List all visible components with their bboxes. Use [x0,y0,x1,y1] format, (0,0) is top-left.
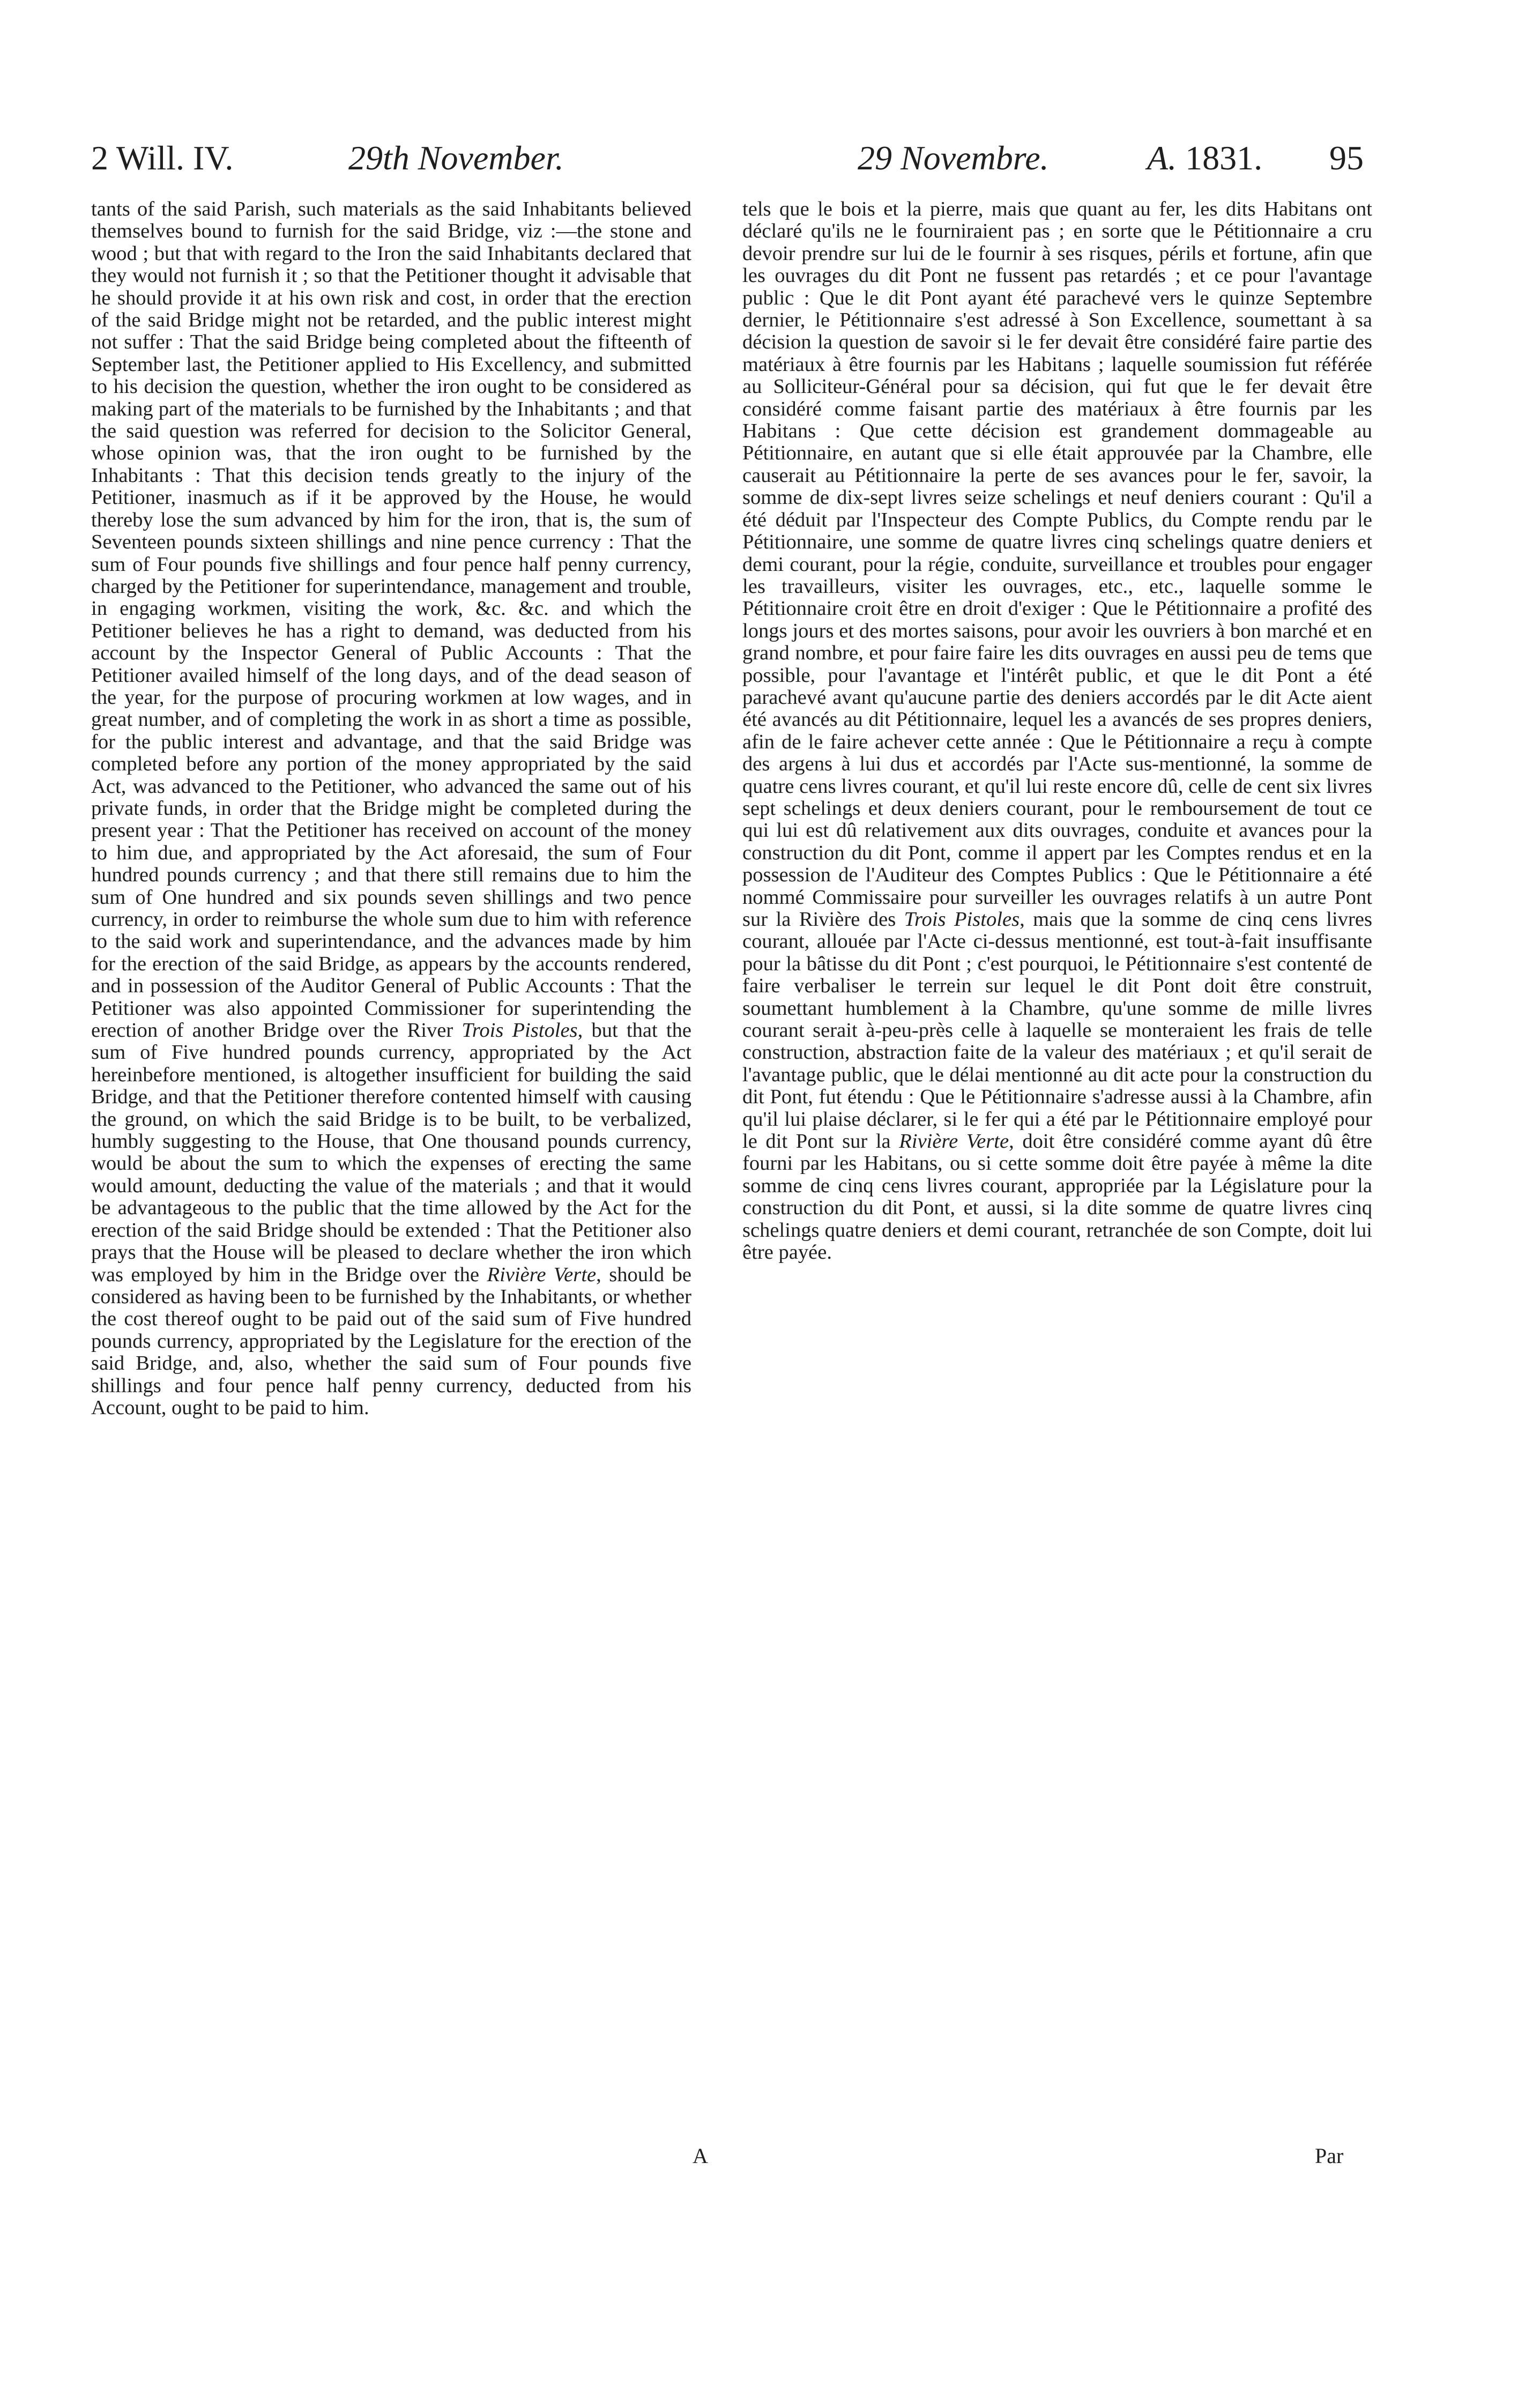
english-paragraph: tants of the said Parish, such materials as the said Inhabitants believed themselves bound to furnish for the said Bridge, viz :—the stone and wood ; but that with regard to the Iron the said Inhabitants declared that they would not furnish it ; so that the Petitioner thought it advisable that he should provide it at his own risk and cost, in order that the erection of the said Bridge might not be retarded, and the public interest might not suffer : That the said Bridge being completed about the fifteenth of September last, the Petitioner applied to His Excellency, and submitted to his decision the question, whether the iron ought to be considered as making part of the materials to be furnished by the Inhabitants ; and that the said question was referred for decision to the Solicitor General, whose opinion was, that the iron ought to be furnished by the Inhabitants : That this decision tends greatly to the injury of the Petitioner, inasmuch as if it be approved by the House, he would thereby lose the sum advanced by him for the iron, that is, the sum of Seventeen pounds sixteen shillings and nine pence currency : That the sum of Four pounds five shillings and four pence half penny currency, charged by the Petitioner for superintendance, management and trouble, in engaging workmen, visiting the work, &c. &c. and which the Petitioner believes he has a right to demand, was deducted from his account by the Inspector General of Public Accounts : That the Petitioner availed himself of the long days, and of the dead season of the year, for the purpose of procuring workmen at low wages, and in great number, and of completing the work in as short a time as possible, for the public interest and advantage, and that the said Bridge was completed before any portion of the money appropriated by the said Act, was advanced to the Petitioner, who advanced the same out of his private funds, in order that the Bridge might be completed during the present year : That the Petitioner has received on account of the money to him due, and appropriated by the Act aforesaid, the sum of Four hundred pounds currency ; and that there still remains due to him the sum of One hundred and six pounds seven shillings and two pence currency, in order to reimburse the whole sum due to him with reference to the said work and superintendance, and the advances made by him for the erection of the said Bridge, as appears by the accounts rendered, and in possession of the Auditor General of Public Accounts : That the Petitioner was also appointed Commissioner for superintending the erection of another Bridge over the River Trois Pistoles, but that the sum of Five hundred pounds currency, appropriated by the Act hereinbefore mentioned, is altogether insufficient for building the said Bridge, and that the Petitioner therefore contented himself with causing the ground, on which the said Bridge is to be built, to be verbalized, humbly suggesting to the House, that One thousand pounds currency, would be about the sum to which the expenses of erecting the same would amount, deducting the value of the materials ; and that it would be advantageous to the public that the time allowed by the Act for the erection of the said Bridge should be extended : That the Petitioner also prays that the House will be pleased to declare whether the iron which was employed by him in the Bridge over the Rivière Verte, should be considered as having been to be furnished by the Inhabitants, or whether the cost thereof ought to be paid out of the said sum of Five hundred pounds currency, appropriated by the Legislature for the erection of the said Bridge, and, also, whether the said sum of Four pounds five shillings and four pence half penny currency, deducted from his Account, ought to be paid to him. [91,198,691,1419]
year-label [1147,134,1262,182]
french-paragraph: tels que le bois et la pierre, mais que quant au fer, les dits Habitans ont déclaré qu'ils ne le fourniraient pas ; en sorte que le Pétitionnaire a cru devoir prendre sur lui de le fournir à ses risques, périls et fortune, afin que les ouvrages du dit Pont ne fussent pas retardés ; et ce pour l'avantage public : Que le dit Pont ayant été parachevé vers le quinze Septembre dernier, le Pétitionnaire s'est adressé à Son Excellence, soumettant à sa décision la question de savoir si le fer devait être considéré faire partie des matériaux à être fournis par les Habitans ; laquelle soumission fut référée au Solliciteur-Général pour sa décision, qui fut que le fer devait être considéré comme faisant partie des matériaux à être fournis par les Habitans : Que cette décision est grandement dommageable au Pétitionnaire, en autant que si elle était approuvée par la Chambre, elle causerait au Pétitionnaire la perte de ses avances pour le fer, savoir, la somme de dix-sept livres seize schelings et neuf deniers courant : Qu'il a été déduit par l'Inspecteur des Compte Publics, du Compte rendu par le Pétitionnaire, une somme de quatre livres cinq schelings quatre deniers et demi courant, pour la régie, conduite, surveillance et troubles pour engager les travailleurs, visiter les ouvrages, etc., etc., laquelle somme le Pétitionnaire croit être en droit d'exiger : Que le Pétitionnaire a profité des longs jours et des mortes saisons, pour avoir les ouvriers à bon marché et en grand nombre, et pour faire faire les dits ouvrages en aussi peu de tems que possible, pour l'avantage et l'intérêt public, et que le dit Pont a été parachevé avant qu'aucune partie des deniers accordés par le dit Acte aient été avancés au dit Pétitionnaire, lequel les a avancés de ses propres deniers, afin de le faire achever cette année : Que le Pétitionnaire a reçu à compte des argens à lui dus et accordés par l'Acte sus-mentionné, la somme de quatre cens livres courant, et qu'il lui reste encore dû, celle de cent six livres sept schelings et deux deniers courant, pour le remboursement de tout ce qui lui est dû relativement aux dits ouvrages, conduite et avances pour la construction du dit Pont, comme il appert par les Comptes rendus et en la possession de l'Auditeur des Comptes Publics : Que le Pétitionnaire a été nommé Commissaire pour surveiller les ouvrages relatifs à un autre Pont sur la Rivière des Trois Pistoles, mais que la somme de cinq cens livres courant, allouée par l'Acte ci-dessus mentionné, est tout-à-fait insuffisante pour la bâtisse du dit Pont ; c'est pourquoi, le Pétitionnaire s'est contenté de faire verbaliser le terrein sur lequel le dit Pont doit être construit, soumettant humblement à la Chambre, qu'une somme de mille livres courant serait à-peu-près celle à laquelle se monteraient les frais de telle construction, abstraction faite de la valeur des matériaux ; et qu'il serait de l'avantage public, que le délai mentionné au dit acte pour la construction du dit Pont, fut étendu : Que le Pétitionnaire s'adresse aussi à la Chambre, afin qu'il lui plaise déclarer, si le fer qui a été par le Pétitionnaire employé pour le dit Pont sur la Rivière Verte, doit être considéré comme ayant dû être fourni par les Habitans, ou si cette somme doit être payée à même la dite somme de cinq cens livres courant, appropriée par la Législature pour la construction du dit Pont, et aussi, si la dite somme de quatre livres cinq schelings quatre deniers et demi courant, retranchée de son Compte, doit lui être payée. [742,198,1373,1264]
catchword-left: A [693,2144,708,2168]
page-number: 95 [1329,139,1364,177]
year-value: 1831. [1185,139,1263,177]
english-column [91,198,691,1419]
english-date: 29th November. [348,139,564,177]
french-date: 29 Novembre. [858,139,1049,177]
regnal-year: 2 Will. IV. [91,139,234,177]
running-header [91,134,1372,182]
year-prefix: A. [1147,139,1177,177]
french-column [742,198,1372,1264]
catchword-right: Par [1315,2144,1344,2168]
